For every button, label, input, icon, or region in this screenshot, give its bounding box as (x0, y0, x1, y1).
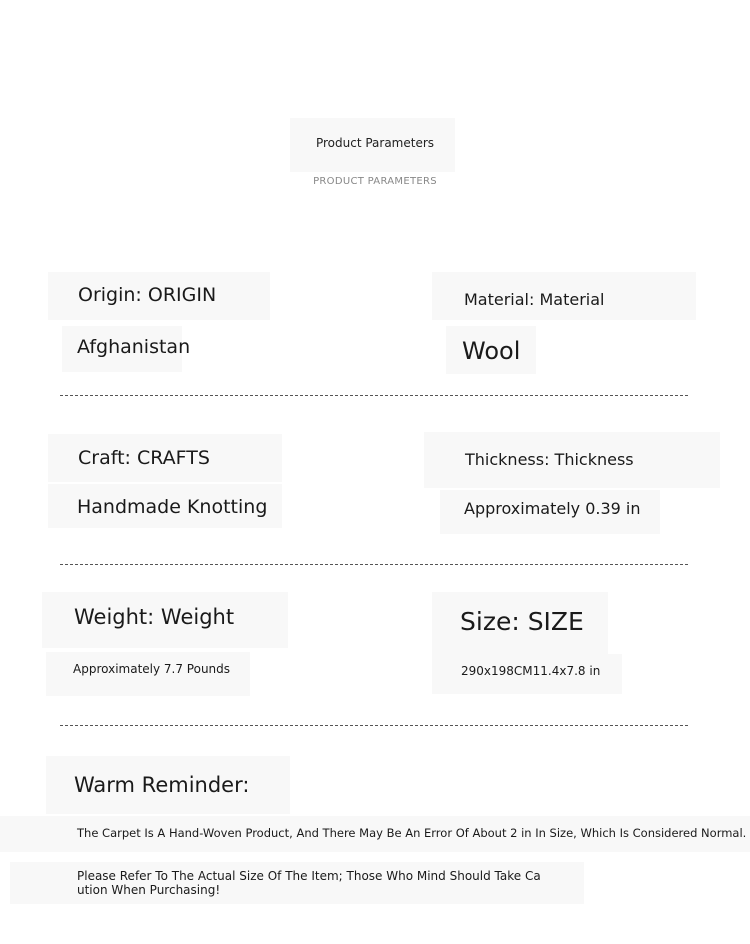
weight-label: Weight: Weight (74, 605, 235, 629)
reminder-title: Warm Reminder: (74, 773, 250, 797)
craft-value: Handmade Knotting (77, 496, 268, 518)
divider (60, 395, 688, 396)
craft-label: Craft: CRAFTS (78, 447, 210, 469)
thickness-value: Approximately 0.39 in (464, 499, 641, 518)
reminder-line2b: ution When Purchasing! (77, 883, 221, 897)
size-label: Size: SIZE (460, 607, 584, 636)
origin-label: Origin: ORIGIN (78, 284, 217, 306)
size-value: 290x198CM11.4x7.8 in (461, 664, 601, 678)
reminder-line1: The Carpet Is A Hand-Woven Product, And There May Be An Error Of About 2 in In Size, Which Is Considered Normal. (77, 826, 747, 840)
divider (60, 564, 688, 565)
weight-value: Approximately 7.7 Pounds (73, 662, 231, 676)
page-subtitle: PRODUCT PARAMETERS (313, 176, 437, 187)
material-value: Wool (462, 337, 521, 365)
divider (60, 725, 688, 726)
material-label: Material: Material (464, 290, 605, 309)
reminder-line2a: Please Refer To The Actual Size Of The Item; Those Who Mind Should Take Ca (77, 869, 541, 883)
page-title: Product Parameters (315, 136, 435, 150)
thickness-label: Thickness: Thickness (465, 450, 634, 469)
origin-value: Afghanistan (77, 336, 191, 358)
